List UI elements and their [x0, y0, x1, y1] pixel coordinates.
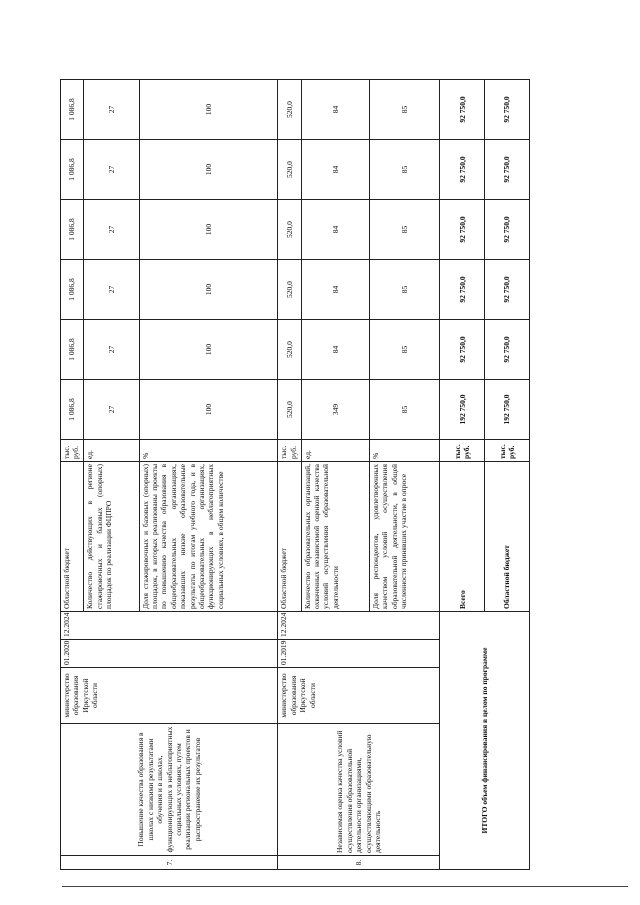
indicator-value: 100	[139, 320, 278, 380]
indicator-value: 100	[139, 140, 278, 200]
table-row	[278, 80, 301, 870]
indicator-value: 27	[84, 200, 139, 260]
indicator-text: Доля респондентов, удовлетворенных качеством условий осуществления образовательной деятельности, в общей численности принявших участие в опросе	[369, 462, 439, 612]
total-value: 92 750,0	[485, 200, 530, 260]
funding-value: 520,0	[278, 260, 301, 320]
indicator-text: Доля стажировочных и базовых (опорных) площадок, в которых реализованы проекты по повышению качества образования в общеобразовательных организациях, показавших низкие образовательные результаты по итогам учебного года, и в общеобразовательных организациях, функционирующих в неблагоприятных социальных условиях, в общем количестве	[139, 462, 278, 612]
indicator-unit: %	[369, 440, 439, 462]
indicator-value: 85	[369, 140, 439, 200]
indicator-value: 85	[369, 320, 439, 380]
indicator-unit: ед.	[84, 440, 139, 462]
funding-value: 520,0	[278, 140, 301, 200]
funding-source: Областной бюджет	[278, 462, 301, 612]
funding-value: 520,0	[278, 380, 301, 440]
rotated-page	[60, 80, 530, 870]
total-value: 92 750,0	[485, 80, 530, 140]
indicator-text: Количество действующих в регионе стажировочных и базовых (опорных) площадок по реализации ФЦПРО	[84, 462, 139, 612]
indicator-value: 100	[139, 380, 278, 440]
funding-value: 520,0	[278, 200, 301, 260]
funding-value: 520,0	[278, 80, 301, 140]
indicator-text: Количество образовательных организаций, охваченных независимой оценкой качества условий осуществления образовательной деятельности	[301, 462, 369, 612]
indicator-value: 100	[139, 260, 278, 320]
indicator-value: 349	[301, 380, 369, 440]
funding-value: 1 086,8	[61, 80, 84, 140]
indicator-unit: %	[139, 440, 278, 462]
total-value: 92 750,0	[440, 260, 485, 320]
indicator-value: 84	[301, 260, 369, 320]
funding-unit: тыс. руб.	[61, 440, 84, 462]
funding-value: 1 086,8	[61, 140, 84, 200]
indicator-value: 85	[369, 380, 439, 440]
total-line-label: Областной бюджет	[485, 462, 530, 612]
indicator-value: 85	[369, 200, 439, 260]
indicator-value: 27	[84, 140, 139, 200]
total-value: 92 750,0	[485, 320, 530, 380]
activity-name: Независимая оценка качества условий осуществления образовательной деятельности организациями, осуществляющими образовательную деятельность	[278, 724, 440, 856]
total-value: 92 750,0	[440, 80, 485, 140]
funding-value: 520,0	[278, 320, 301, 380]
total-line-unit: тыс. руб.	[485, 440, 530, 462]
indicator-value: 84	[301, 320, 369, 380]
funding-unit: тыс. руб.	[278, 440, 301, 462]
funding-source: Областной бюджет	[61, 462, 84, 612]
total-value: 192 750,0	[485, 380, 530, 440]
indicator-value: 100	[139, 80, 278, 140]
row-number: 8.	[278, 856, 440, 870]
indicator-value: 27	[84, 380, 139, 440]
funding-value: 1 086,8	[61, 260, 84, 320]
funding-value: 1 086,8	[61, 200, 84, 260]
total-label: ИТОГО объем финансирования в целом по программе	[440, 612, 530, 870]
indicator-value: 85	[369, 260, 439, 320]
total-value: 92 750,0	[485, 260, 530, 320]
indicator-value: 84	[301, 200, 369, 260]
indicator-value: 27	[84, 320, 139, 380]
funding-value: 1 086,8	[61, 320, 84, 380]
indicator-value: 27	[84, 80, 139, 140]
indicator-value: 85	[369, 80, 439, 140]
table-row	[61, 80, 84, 870]
indicator-value: 84	[301, 80, 369, 140]
start-date: 01.2020	[61, 640, 278, 668]
total-value: 92 750,0	[440, 140, 485, 200]
program-table	[60, 79, 530, 870]
indicator-value: 27	[84, 260, 139, 320]
total-value: 92 750,0	[440, 320, 485, 380]
total-row	[440, 80, 485, 870]
funding-value: 1 086,8	[61, 380, 84, 440]
total-line-label: Всего	[440, 462, 485, 612]
indicator-value: 84	[301, 140, 369, 200]
executor: министерство образования Иркутской области	[61, 668, 278, 724]
page-separator-line	[62, 886, 628, 887]
row-number: 7.	[61, 856, 278, 870]
end-date: 12.2024	[61, 612, 278, 640]
start-date: 01.2019	[278, 640, 440, 668]
indicator-unit: ед.	[301, 440, 369, 462]
total-value: 92 750,0	[485, 140, 530, 200]
total-line-unit: тыс. руб.	[440, 440, 485, 462]
total-value: 192 750,0	[440, 380, 485, 440]
total-value: 92 750,0	[440, 200, 485, 260]
executor: министерство образования Иркутской области	[278, 668, 440, 724]
activity-name: Повышение качества образования в школах с низкими результатами обучения и в школах, функционирующих в неблагоприятных социальных условиях, путем реализации региональных проектов и распространение их результатов	[61, 724, 278, 856]
indicator-value: 100	[139, 200, 278, 260]
end-date: 12.2024	[278, 612, 440, 640]
